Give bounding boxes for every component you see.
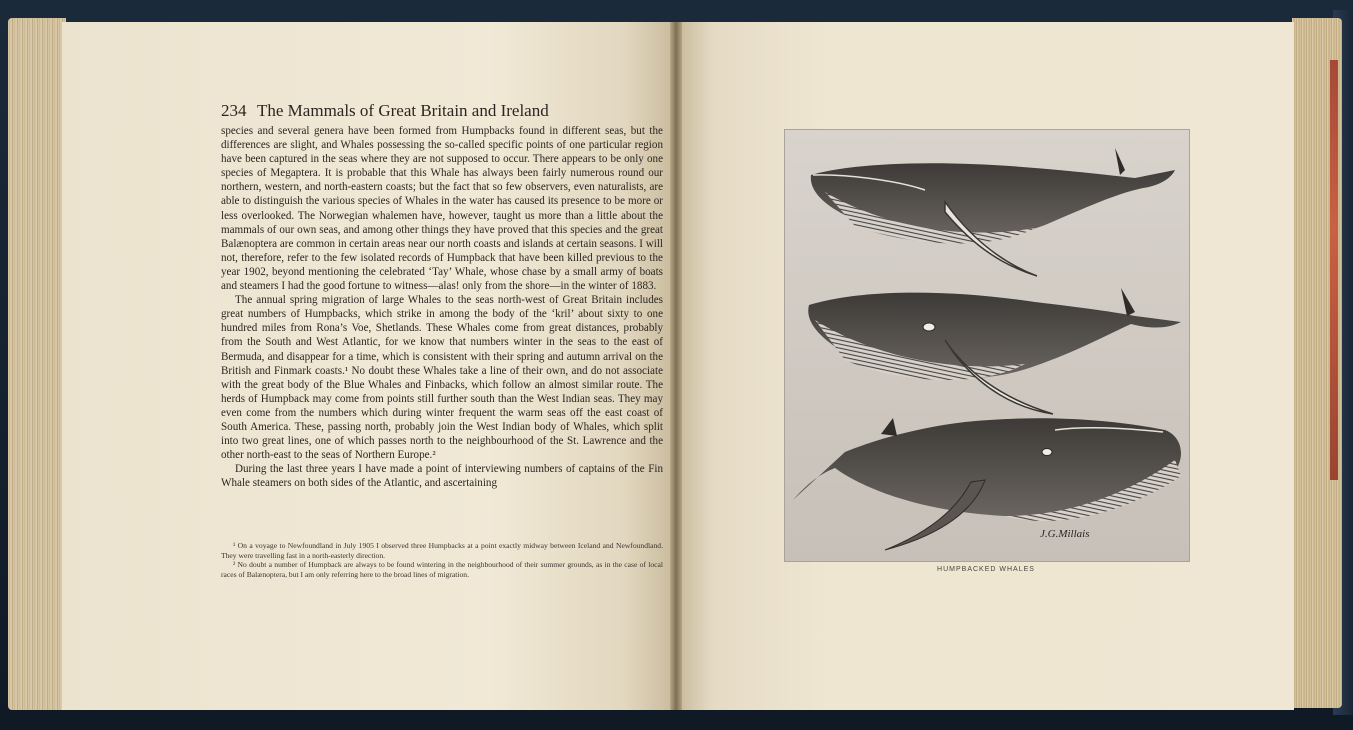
body-text: [221, 124, 663, 490]
whale-plate-illustration: [784, 129, 1190, 562]
bookmark-ribbon: [1330, 60, 1338, 480]
running-head: The Mammals of Great Britain and Ireland: [257, 101, 549, 120]
artist-signature: J.G.Millais: [1040, 528, 1090, 540]
page-header: [221, 101, 671, 123]
paragraph: During the last three years I have made a point of interviewing numbers of captains of the Fin Whale steamers on both sides of the Atlantic, and ascertaining: [221, 463, 663, 490]
whale-drawings: [785, 130, 1189, 561]
page-edges-left: [8, 18, 66, 710]
book-gutter: [670, 22, 682, 710]
paragraph: species and several genera have been formed from Humpbacks found in different seas, but the differences are slight, and Whales possessing the so-called specific points of one particular region have been captured in the seas where they are not supposed to occur. There appears to be only one species of Megaptera. It is probable that this Whale has always been fairly numerous round our northern, western, and north-eastern coasts; but the fact that so few observers, even naturalists, are able to distinguish the various species of Whales in the water has caused its presence to be more or less overlooked. The Norwegian whalemen have, however, taught us more than a little about the mammals of our own seas, and among other things they have proved that this species and the great Balænoptera are common in certain areas near our north coasts and islands at certain seasons. I will not, therefore, refer to the few isolated records of Humpback that have been killed previous to the year 1902, beyond mentioning the celebrated ‘Tay’ Whale, whose chase by a small army of boats and steamers I had the good fortune to witness—alas! only from the shore—in the winter of 1883.: [221, 125, 663, 293]
footnote: ¹ On a voyage to Newfoundland in July 1905 I observed three Humpbacks at a point exactly midway between Iceland and Newfoundland. They were travelling fast in a north-easterly direction.: [221, 541, 663, 560]
page-number: 234: [221, 101, 247, 120]
plate-caption: HUMPBACKED WHALES: [937, 566, 1035, 573]
footnotes: [221, 541, 663, 579]
footnote: ² No doubt a number of Humpback are always to be found wintering in the neighbourhood of their summer grounds, as in the case of local races of Balænoptera, but I am only referring here to the broad lines of migration.: [221, 560, 663, 579]
paragraph: The annual spring migration of large Whales to the seas north-west of Great Britain includes great numbers of Humpbacks, which strike in among the body of the ‘kril’ about sixty to one hundred miles from Rona’s Voe, Shetlands. These Whales come from great distances, probably from the South and West Atlantic, for we know that numbers winter in the seas to the east of Bermuda, and disappear for a time, which is consistent with their spring and autumn arrival on the British and Finmark coasts.¹ No doubt these Whales take a line of their own, and do not associate with the great body of the Blue Whales and Finbacks, which follow an almost similar route. The herds of Humpback may come from points still further south than the West Indian seas. They may even come from the numbers which during winter frequent the warm seas off the east coast of South America. These, passing north, probably join the West Indian body of Whales, which split into two great lines, one of which passes north to the neighbourhood of the St. Lawrence and the other north-east to the seas of Northern Europe.²: [221, 294, 663, 462]
